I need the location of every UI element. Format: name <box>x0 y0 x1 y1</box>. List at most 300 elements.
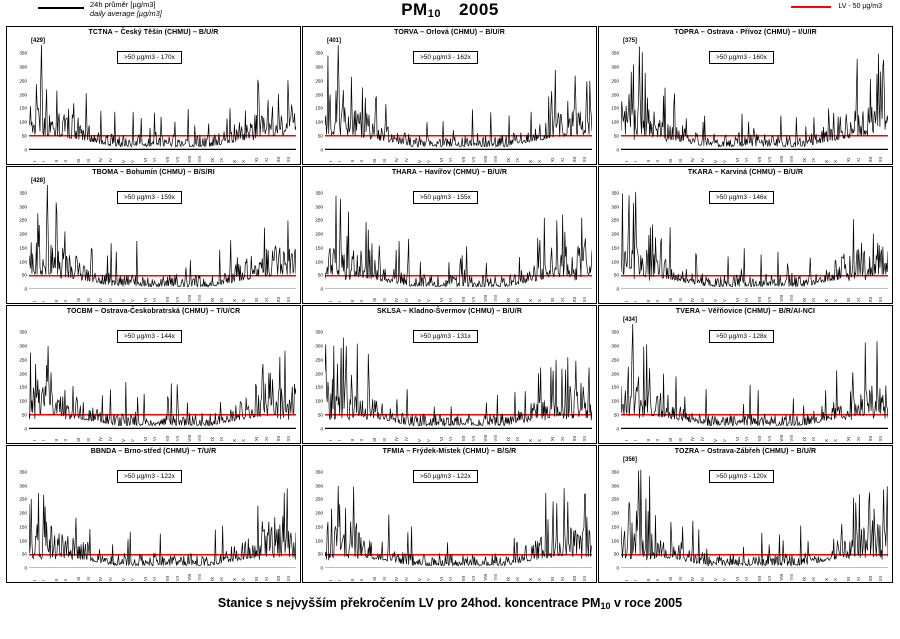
x-axis-tick: III <box>76 577 82 581</box>
x-axis-tick: VI <box>142 437 148 442</box>
x-axis-tick: V <box>712 578 718 581</box>
x-axis-tick: X <box>823 299 829 302</box>
y-axis-tick: 350 <box>315 469 323 475</box>
x-axis-tick: VIII <box>483 155 489 163</box>
x-axis-tick: II <box>53 299 59 302</box>
x-axis-tick: VIII <box>492 434 498 442</box>
exceedance-annotation: >50 µg/m3 - 120x <box>709 470 774 483</box>
exceedance-annotation: >50 µg/m3 - 170x <box>117 51 182 64</box>
y-axis-tick: 50 <box>21 133 27 139</box>
x-axis-tick: VI <box>152 437 158 442</box>
x-axis-tick: III <box>372 437 378 442</box>
y-axis-tick: 0 <box>24 147 27 152</box>
x-axis-tick: I <box>337 300 343 302</box>
y-axis-tick: 150 <box>19 384 27 390</box>
x-axis-tick: IV <box>699 437 705 442</box>
x-axis-tick: VIII <box>483 574 489 581</box>
y-axis-tick: 200 <box>611 231 619 237</box>
x-axis-tick: V <box>120 438 126 442</box>
daily-average-series <box>29 185 296 287</box>
y-axis-tick: 250 <box>19 78 27 84</box>
y-axis-tick: 50 <box>317 412 323 418</box>
x-axis-tick: V <box>130 159 136 163</box>
y-axis-tick: 250 <box>611 357 619 363</box>
panel-title: TCTNA – Český Těšín (CHMU) – B/U/R <box>88 29 219 36</box>
x-axis-tick: XII <box>868 575 874 581</box>
y-axis-tick: 50 <box>21 551 27 557</box>
x-axis-tick: VII <box>766 575 772 581</box>
y-axis-tick: 100 <box>19 538 27 543</box>
x-axis-tick: VIII <box>779 434 785 442</box>
x-axis-tick: XII <box>877 436 883 442</box>
legend-red-line-swatch <box>791 6 831 8</box>
x-axis-tick: VI <box>142 158 148 163</box>
x-axis-tick: III <box>85 158 91 163</box>
y-axis-tick: 100 <box>611 259 619 264</box>
chart-header <box>0 0 900 26</box>
legend-line-en: daily average [µg/m3] <box>90 9 162 18</box>
chart-panel-sklsa <box>302 305 597 444</box>
exceedance-annotation: >50 µg/m3 - 128x <box>709 330 774 343</box>
y-axis-tick: 350 <box>19 50 27 56</box>
y-axis <box>303 464 325 569</box>
x-axis-tick: II <box>53 160 59 163</box>
x-axis <box>621 568 888 582</box>
daily-average-series <box>325 338 592 426</box>
x-axis-tick: XII <box>276 436 282 442</box>
x-axis-tick: VII <box>461 575 467 581</box>
x-axis-tick: VI <box>734 158 740 163</box>
x-axis-tick: I <box>31 440 37 442</box>
x-axis-tick: XII <box>868 436 874 442</box>
y-axis-tick: 300 <box>611 64 619 70</box>
legend-line-cz: 24h průměr [µg/m3] <box>90 0 156 9</box>
panel-title: TFMIA – Frýdek-Místek (CHMU) – B/S/R <box>382 447 517 455</box>
x-axis-tick: IV <box>394 297 400 302</box>
chart-panel-thara <box>302 166 597 305</box>
panel-title: BBNDA – Brno-střed (CHMU) – T/U/R <box>90 447 217 455</box>
plot-area <box>29 464 296 569</box>
x-axis-tick: VIII <box>483 295 489 302</box>
x-axis-tick: XII <box>868 157 874 163</box>
y-axis-tick: 100 <box>611 538 619 543</box>
x-axis-tick: IV <box>394 158 400 163</box>
y-axis-tick: 100 <box>19 259 27 264</box>
y-axis-tick: 0 <box>320 565 323 571</box>
x-axis-tick: VI <box>152 158 158 163</box>
x-axis-tick: I <box>337 579 343 581</box>
x-axis <box>29 429 296 443</box>
x-axis-tick: VI <box>438 158 444 163</box>
y-axis-tick: 50 <box>317 272 323 278</box>
y-axis-tick: 50 <box>613 412 619 418</box>
x-axis-tick: VI <box>734 576 740 581</box>
x-axis-tick: X <box>537 438 543 442</box>
x-axis-tick: I <box>633 300 639 302</box>
y-axis-tick: 50 <box>317 133 323 139</box>
y-axis-tick: 250 <box>315 78 323 84</box>
x-axis-tick: III <box>668 577 674 581</box>
y-axis-tick: 300 <box>611 343 619 349</box>
x-axis-tick: X <box>823 438 829 442</box>
x-axis-tick: X <box>823 159 829 163</box>
x-axis-tick: II <box>53 439 59 442</box>
x-axis-tick: XI <box>855 437 861 442</box>
x-axis-tick: III <box>381 298 387 302</box>
peak-value-label: [375] <box>623 38 638 44</box>
x-axis-tick: IV <box>98 158 104 163</box>
x-axis-tick: VI <box>152 576 158 581</box>
y-axis-tick: 0 <box>320 147 323 152</box>
y-axis-tick: 0 <box>24 426 27 431</box>
x-axis-tick: VIII <box>187 155 193 163</box>
panel-title: SKLSA – Kladno-Švermov (CHMU) – B/U/R <box>376 308 522 315</box>
x-axis-tick: XI <box>855 576 861 581</box>
x-axis-tick: IX <box>505 576 511 581</box>
y-axis <box>599 185 621 290</box>
y-axis-tick: 50 <box>317 551 323 557</box>
y-axis-tick: 0 <box>616 565 619 571</box>
x-axis-tick: VII <box>174 157 180 163</box>
title-pm: PM <box>401 0 428 19</box>
x-axis-tick: XII <box>285 575 291 581</box>
x-axis-tick: VII <box>766 157 772 163</box>
x-axis <box>29 150 296 164</box>
x-axis <box>621 150 888 164</box>
x-axis-tick: III <box>85 577 91 581</box>
x-axis-tick: II <box>655 299 661 302</box>
caption-part1: Stanice s nejvyšším překročením LV pro 24hod. koncentrace PM <box>217 596 601 610</box>
x-axis-tick: VI <box>734 437 740 442</box>
x-axis-tick: II <box>349 299 355 302</box>
y-axis-tick: 100 <box>315 398 323 404</box>
x-axis-tick: IX <box>209 297 215 302</box>
y-axis-tick: 350 <box>315 190 323 196</box>
x-axis-tick: VI <box>438 437 444 442</box>
x-axis-tick: II <box>645 578 651 581</box>
peak-value-label: [428] <box>31 177 46 184</box>
y-axis-tick: 150 <box>315 245 323 251</box>
x-axis-tick: IX <box>801 576 807 581</box>
y-axis-tick: 100 <box>611 119 619 125</box>
x-axis-tick: X <box>231 578 237 581</box>
y-axis-tick: 0 <box>616 286 619 292</box>
x-axis-tick: II <box>63 299 69 302</box>
plot-area <box>29 324 296 429</box>
y-axis-tick: 0 <box>24 286 27 292</box>
x-axis-tick: VII <box>757 296 763 302</box>
plot-area <box>325 185 592 290</box>
x-axis-tick: XI <box>263 158 269 163</box>
x-axis-tick: XI <box>846 437 852 442</box>
x-axis-tick: IV <box>403 437 409 442</box>
x-axis-tick: II <box>349 439 355 442</box>
x-axis-tick: VII <box>174 296 180 302</box>
y-axis-tick: 200 <box>19 510 27 516</box>
peak-value-label: [429] <box>31 38 46 44</box>
x-axis-tick: X <box>537 578 543 581</box>
x-axis-tick: X <box>527 299 533 302</box>
y-axis-tick: 300 <box>315 64 323 70</box>
chart-panel-tocbm <box>6 305 301 444</box>
x-axis-tick: X <box>241 299 247 302</box>
chart-panel-tfmia <box>302 445 597 584</box>
x-axis-tick: I <box>623 300 629 302</box>
x-axis-tick: X <box>833 438 839 442</box>
x-axis-tick: XII <box>285 157 291 163</box>
y-axis-tick: 100 <box>611 398 619 404</box>
x-axis-tick: V <box>722 299 728 302</box>
y-axis-tick: 150 <box>315 384 323 390</box>
x-axis-tick: III <box>76 158 82 163</box>
x-axis-tick: XII <box>276 575 282 581</box>
x-axis-tick: IX <box>811 158 817 163</box>
x-axis-tick: IV <box>107 437 113 442</box>
x-axis-tick: VIII <box>483 434 489 442</box>
y-axis-tick: 0 <box>24 565 27 571</box>
x-axis-tick: I <box>633 440 639 442</box>
y-axis-tick: 150 <box>611 524 619 530</box>
x-axis-tick: VII <box>461 296 467 302</box>
x-axis-tick: III <box>85 298 91 302</box>
x-axis-tick: VII <box>174 436 180 442</box>
x-axis-tick: VI <box>448 576 454 581</box>
y-axis-tick: 200 <box>315 92 323 97</box>
legend-limit-value-label: LV - 50 µg/m3 <box>838 3 882 10</box>
x-axis-tick: III <box>677 158 683 163</box>
x-axis-tick: VII <box>470 436 476 442</box>
y-axis-tick: 250 <box>611 496 619 502</box>
y-axis-tick: 350 <box>315 329 323 335</box>
y-axis-tick: 250 <box>19 357 27 363</box>
x-axis-tick: XI <box>559 158 565 163</box>
x-axis-tick: II <box>349 160 355 163</box>
y-axis <box>303 185 325 290</box>
x-axis-tick: IX <box>811 437 817 442</box>
x-axis-tick: IX <box>505 158 511 163</box>
x-axis-tick: VII <box>766 296 772 302</box>
x-axis-tick: XII <box>581 296 587 302</box>
x-axis-tick: V <box>130 299 136 302</box>
y-axis-tick: 150 <box>19 105 27 111</box>
x-axis-tick: IX <box>811 297 817 302</box>
caption-part2: v roce 2005 <box>610 596 683 610</box>
y-axis-tick: 350 <box>611 50 619 56</box>
x-axis-tick: II <box>645 160 651 163</box>
panel-title: TVERA – Věřňovice (CHMU) – B/R/AI-NCI <box>675 308 816 315</box>
y-axis-tick: 300 <box>19 64 27 70</box>
exceedance-annotation: >50 µg/m3 - 122x <box>413 470 478 483</box>
x-axis-tick: II <box>655 578 661 581</box>
x-axis-tick: VI <box>744 437 750 442</box>
x-axis-tick: V <box>416 299 422 302</box>
daily-average-series <box>325 45 592 147</box>
x-axis-tick: X <box>833 299 839 302</box>
x-axis-tick: X <box>241 159 247 163</box>
x-axis-tick: V <box>426 438 432 442</box>
x-axis-tick: XII <box>276 157 282 163</box>
y-axis <box>599 45 621 150</box>
x-axis-tick: VII <box>165 296 171 302</box>
x-axis-tick: VIII <box>788 434 794 442</box>
x-axis-tick: IX <box>209 437 215 442</box>
x-axis-tick: I <box>623 579 629 581</box>
x-axis-tick: IX <box>209 576 215 581</box>
x-axis-tick: I <box>337 161 343 163</box>
x-axis-tick: X <box>537 299 543 302</box>
y-axis-tick: 250 <box>315 496 323 502</box>
x-axis-tick: V <box>722 438 728 442</box>
x-axis-tick: XII <box>572 575 578 581</box>
x-axis-tick: VIII <box>196 295 202 302</box>
y-axis-tick: 300 <box>611 204 619 209</box>
x-axis-tick: VII <box>470 296 476 302</box>
y-axis-tick: 200 <box>315 231 323 237</box>
x-axis-tick: XI <box>263 297 269 302</box>
x-axis-tick: X <box>231 438 237 442</box>
x-axis-tick: II <box>359 160 365 163</box>
x-axis-tick: IV <box>699 576 705 581</box>
x-axis-tick: VI <box>448 437 454 442</box>
chart-panel-tvera <box>598 305 893 444</box>
y-axis <box>7 45 29 150</box>
peak-value-label: [434] <box>623 317 638 323</box>
x-axis-tick: VII <box>165 436 171 442</box>
x-axis-tick: IV <box>107 297 113 302</box>
x-axis-tick: III <box>677 298 683 302</box>
x-axis-tick: XII <box>877 296 883 302</box>
x-axis-tick: II <box>645 299 651 302</box>
y-axis-tick: 250 <box>315 217 323 223</box>
x-axis-tick: XI <box>254 297 260 302</box>
x-axis-tick: VI <box>734 297 740 302</box>
x-axis-tick: VII <box>766 436 772 442</box>
y-axis-tick: 200 <box>315 510 323 516</box>
y-axis-tick: 200 <box>315 371 323 376</box>
x-axis-tick: VIII <box>779 574 785 581</box>
x-axis-tick: XII <box>581 436 587 442</box>
exceedance-annotation: >50 µg/m3 - 162x <box>413 51 478 64</box>
x-axis-tick: III <box>76 298 82 302</box>
chart-panel-topra <box>598 26 893 165</box>
y-axis-tick: 100 <box>315 538 323 543</box>
plot-area <box>29 45 296 150</box>
x-axis-tick: XII <box>285 436 291 442</box>
title-subscript: 10 <box>427 8 441 20</box>
x-axis-tick: I <box>633 161 639 163</box>
panel-title: TORVA – Orlová (CHMU) – B/U/R <box>394 29 505 36</box>
x-axis-tick: IX <box>801 158 807 163</box>
y-axis-tick: 0 <box>320 426 323 431</box>
x-axis-tick: X <box>527 578 533 581</box>
plot-area <box>621 324 888 429</box>
x-axis-tick: IV <box>699 158 705 163</box>
y-axis-tick: 200 <box>19 371 27 376</box>
x-axis-tick: IV <box>690 297 696 302</box>
chart-panel-tctna <box>6 26 301 165</box>
x-axis-tick: II <box>359 299 365 302</box>
y-axis-tick: 100 <box>19 398 27 404</box>
x-axis-tick: III <box>372 298 378 302</box>
y-axis-tick: 300 <box>315 483 323 488</box>
x-axis-tick: X <box>231 299 237 302</box>
x-axis-tick: XI <box>550 437 556 442</box>
x-axis-tick: I <box>31 579 37 581</box>
x-axis-tick: V <box>416 438 422 442</box>
x-axis <box>29 289 296 303</box>
exceedance-annotation: >50 µg/m3 - 144x <box>117 330 182 343</box>
x-axis-tick: XII <box>877 575 883 581</box>
exceedance-annotation: >50 µg/m3 - 146x <box>709 191 774 204</box>
x-axis-tick: IX <box>515 158 521 163</box>
x-axis-tick: III <box>668 298 674 302</box>
y-axis-tick: 0 <box>616 426 619 431</box>
x-axis-tick: XI <box>254 437 260 442</box>
y-axis-tick: 200 <box>19 92 27 97</box>
x-axis-tick: VI <box>744 297 750 302</box>
x-axis-tick: VIII <box>788 295 794 302</box>
x-axis-tick: XI <box>846 297 852 302</box>
x-axis <box>621 289 888 303</box>
x-axis-tick: III <box>668 437 674 442</box>
plot-area <box>621 185 888 290</box>
x-axis-tick: IX <box>505 297 511 302</box>
x-axis-tick: II <box>53 578 59 581</box>
figure-caption <box>0 596 900 611</box>
x-axis-tick: II <box>63 439 69 442</box>
y-axis-tick: 250 <box>19 496 27 502</box>
x-axis-tick: X <box>833 578 839 581</box>
x-axis-tick: IX <box>209 158 215 163</box>
x-axis-tick: VIII <box>196 155 202 163</box>
y-axis-tick: 0 <box>616 147 619 152</box>
y-axis <box>599 324 621 429</box>
x-axis-tick: XI <box>550 297 556 302</box>
x-axis-tick: VII <box>470 157 476 163</box>
daily-average-series <box>621 191 888 286</box>
y-axis-tick: 250 <box>19 217 27 223</box>
x-axis-tick: IX <box>505 437 511 442</box>
panel-title: THARA – Havířov (CHMU) – B/U/R <box>391 168 508 176</box>
y-axis-tick: 50 <box>613 551 619 557</box>
x-axis-tick: I <box>41 161 47 163</box>
x-axis-tick: I <box>327 579 333 581</box>
x-axis-tick: VI <box>142 297 148 302</box>
plot-area <box>29 185 296 290</box>
chart-panel-grid <box>6 26 894 584</box>
page-title <box>0 0 900 20</box>
y-axis-tick: 150 <box>19 524 27 530</box>
y-axis-tick: 350 <box>611 469 619 475</box>
x-axis-tick: II <box>359 578 365 581</box>
x-axis-tick: XI <box>263 437 269 442</box>
x-axis-tick: XI <box>263 576 269 581</box>
y-axis-tick: 0 <box>320 286 323 292</box>
x-axis-tick: XII <box>581 157 587 163</box>
daily-average-series <box>621 324 888 426</box>
x-axis-tick: IV <box>690 437 696 442</box>
x-axis-tick: VI <box>152 297 158 302</box>
x-axis-tick: V <box>712 438 718 442</box>
x-axis-tick: IX <box>801 437 807 442</box>
x-axis-tick: VII <box>165 157 171 163</box>
x-axis-tick: X <box>241 578 247 581</box>
x-axis-tick: IV <box>403 576 409 581</box>
x-axis-tick: IV <box>699 297 705 302</box>
y-axis <box>303 324 325 429</box>
x-axis-tick: X <box>537 159 543 163</box>
panel-title: TBOMA – Bohumín (CHMU) – B/S/RI <box>92 168 215 176</box>
